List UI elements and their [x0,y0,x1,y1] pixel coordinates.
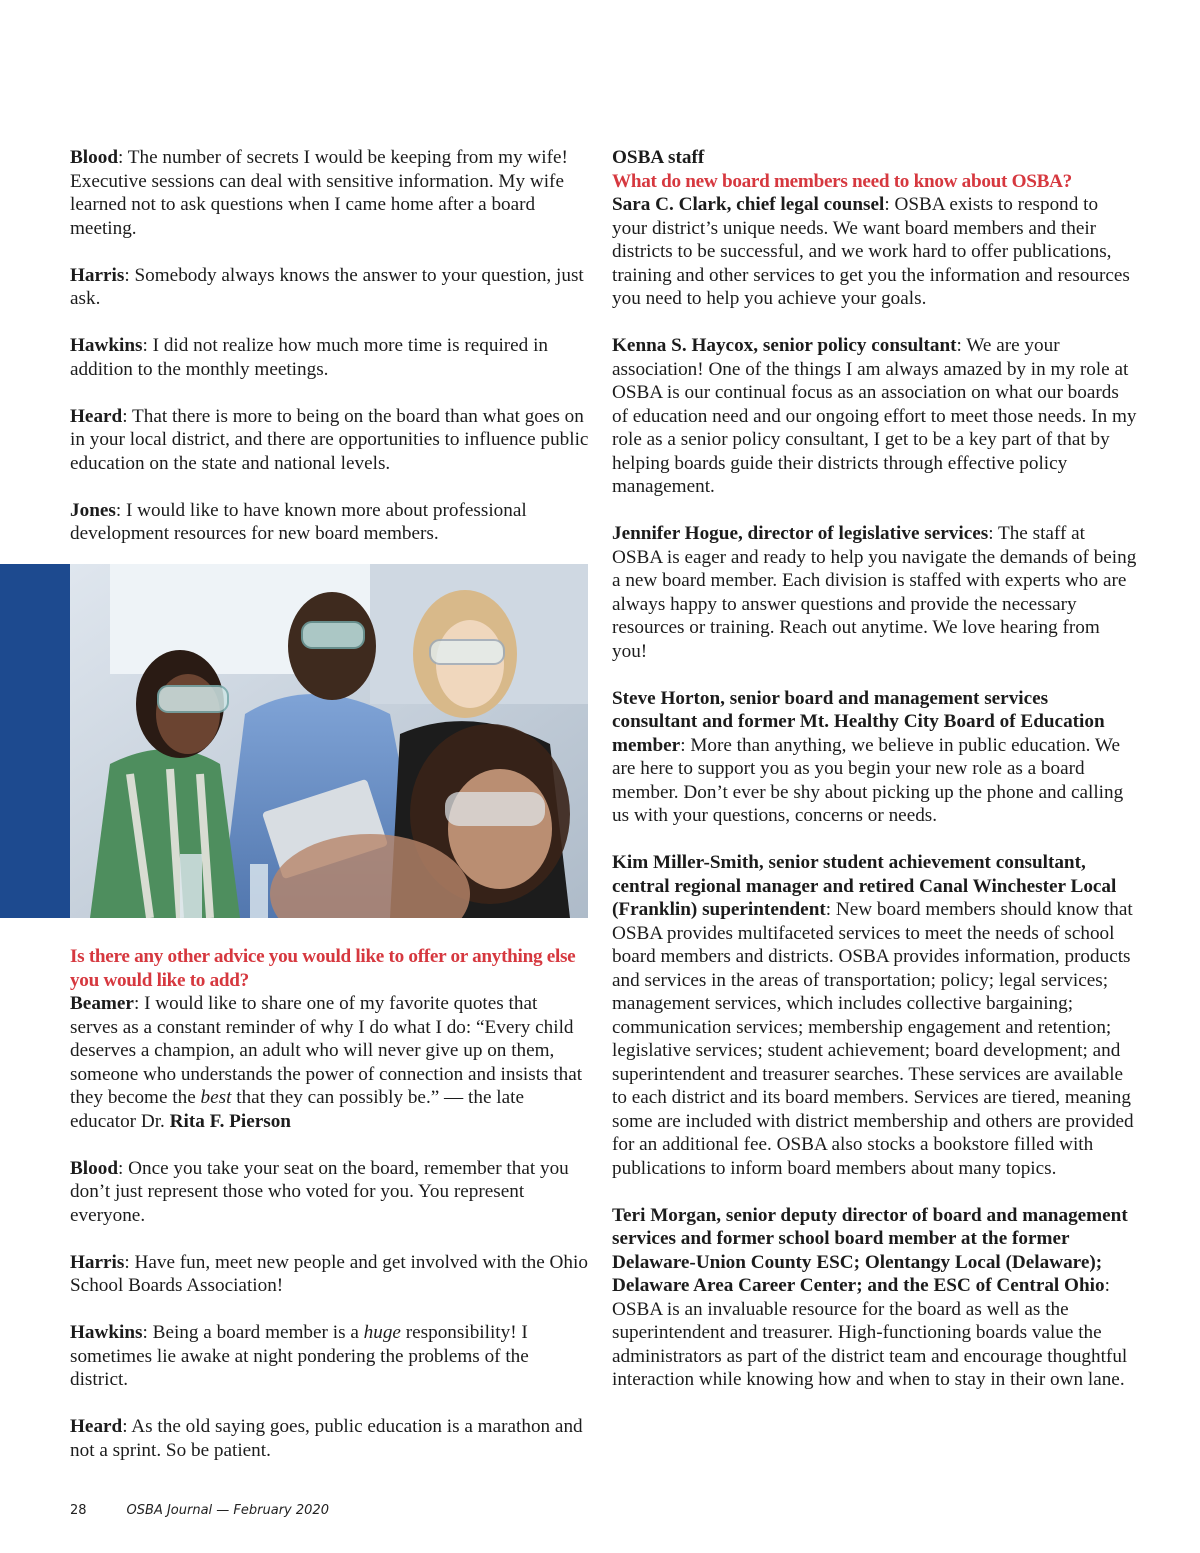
blue-accent-bar [0,564,70,918]
publication-line: OSBA Journal — February 2020 [126,1503,329,1518]
advice-heard: Heard: As the old saying goes, public education is a marathon and not a sprint. So be patient. [70,1416,583,1461]
advice-beamer: Beamer: I would like to share one of my favorite quotes that serves as a constant reminder of why I do what I do: “Every child deserves a champion, an adult who will never give up on them, someone who understands the power of connection and insists that they become the best that they can possibly be.” — the late educator Dr. Rita F. Pierson [70,993,583,1132]
response-blood: Blood: The number of secrets I would be keeping from my wife! Executive sessions can deal with sensitive information. My wife learned not to ask questions when I came home after a board meeting. [70,147,568,239]
advice-harris: Harris: Have fun, meet new people and get involved with the Ohio School Boards Association! [70,1251,588,1296]
advice-blood: Blood: Once you take your seat on the board, remember that you don’t just represent those who voted for you. You represent everyone. [70,1157,569,1226]
staff-entry-horton: Steve Horton, senior board and management services consultant and former Mt. Healthy City Board of Education member: More than anything, we believe in public education. We are here to support you as you begin your new role as a board member. Don’t ever be shy about picking up the phone and calling us with your questions, concerns or needs. [612,687,1124,826]
page-footer [70,1503,329,1518]
staff-question: What do new board members need to know about OSBA? [612,170,1072,192]
right-column [612,146,1137,1392]
response-harris: Harris: Somebody always knows the answer to your question, just ask. [70,264,584,309]
staff-entry-clark: Sara C. Clark, chief legal counsel: OSBA exists to respond to your district’s unique needs. We want board members and their districts to be successful, and we work hard to offer publications, training and other services to get you the information and resources you need to help you achieve your goals. [612,194,1130,309]
staff-entry-hogue: Jennifer Hogue, director of legislative services: The staff at OSBA is eager and ready to help you navigate the demands of being a new board member. Each division is staffed with experts who are always happy to answer questions and provide the necessary resources or training. Reach out anytime. We love hearing from you! [612,523,1137,662]
advice-question: Is there any other advice you would like to offer or anything else you would like to add? [70,946,576,991]
staff-entry-haycox: Kenna S. Haycox, senior policy consultant: We are your association! One of the things I am always amazed by in my role at OSBA is our continual focus as an association on what our boards of education need and our ongoing effort to meet those needs. In my role as a senior policy consultant, I get to be a key part of that by helping boards guide their districts through effective policy management. [612,335,1137,497]
staff-entry-morgan: Teri Morgan, senior deputy director of board and management services and former school board member at the former Delaware-Union County ESC; Olentangy Local (Delaware); Delaware Area Career Center; and the ESC of Central Ohio: OSBA is an invaluable resource for the board as well as the superintendent and treasurer. High-functioning boards value the administrators as part of the district team and encourage thoughtful interaction while knowing how and when to stay in their own lane. [612,1204,1128,1390]
left-column-bottom [70,945,590,1462]
classroom-lab-photo [70,564,588,918]
staff-heading: OSBA staff [612,147,705,168]
staff-entry-miller-smith: Kim Miller-Smith, senior student achievement consultant, central regional manager and retired Canal Winchester Local (Franklin) superintendent: New board members should know that OSBA provides multifaceted services to meet the needs of school board members and districts. OSBA provides information, products and services in the areas of transportation; policy; legal services; management services, which includes collective bargaining; communication services; membership engagement and retention; legislative services; student achievement; board development; and superintendent and treasurer searches. These services are available to each district and its board members. Services are tiered, meaning some are included with district membership and others are provided for an additional fee. OSBA also stocks a bookstore filled with publications to inform board members about many topics. [612,852,1134,1179]
page-number: 28 [70,1503,87,1518]
response-hawkins: Hawkins: I did not realize how much more time is required in addition to the monthly meetings. [70,335,549,380]
left-column-top [70,146,590,546]
response-jones: Jones: I would like to have known more about professional development resources for new board members. [70,499,527,544]
advice-hawkins: Hawkins: Being a board member is a huge responsibility! I sometimes lie awake at night pondering the problems of the district. [70,1322,529,1390]
response-heard: Heard: That there is more to being on the board than what goes on in your local district, and there are opportunities to influence public education on the state and national levels. [70,405,589,474]
